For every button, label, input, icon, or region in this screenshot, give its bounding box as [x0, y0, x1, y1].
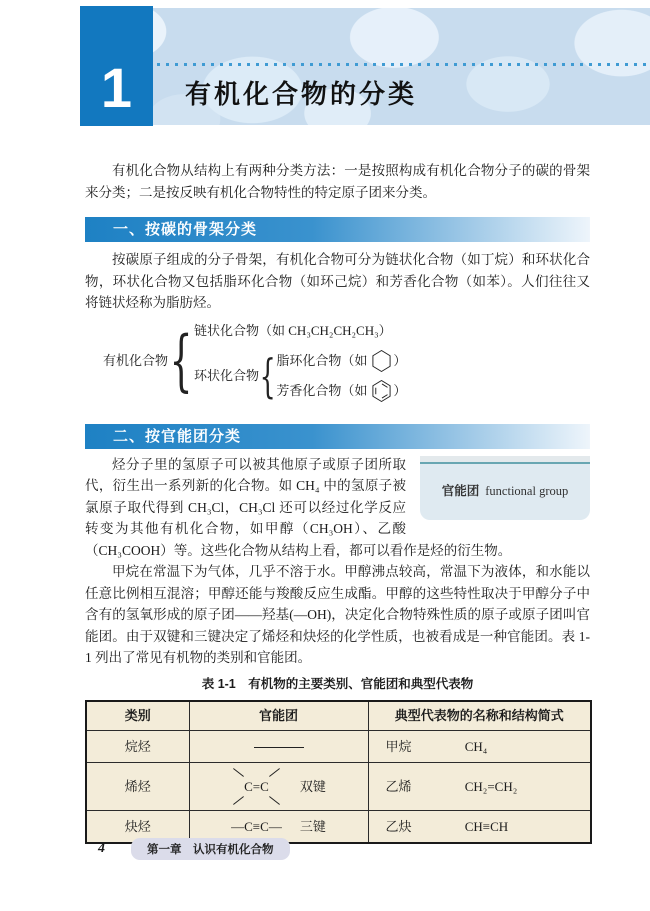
compound-name: 甲烷 — [385, 738, 412, 754]
table-row — [86, 763, 591, 811]
compound-formula: CH₂=CH₂ — [464, 778, 518, 794]
floral-background-image — [82, 8, 650, 125]
benzene-ring-icon — [371, 379, 392, 403]
header-representative: 典型代表物的名称和结构简式 — [368, 701, 591, 731]
page-footer — [98, 838, 290, 860]
compound-formula: CH≡CH — [464, 818, 509, 834]
compound-name: 乙炔 — [385, 818, 412, 834]
page-number: 4 — [98, 841, 105, 856]
callout-term-en: functional group — [485, 483, 569, 498]
chapter-title: 有机化合物的分类 — [185, 79, 418, 109]
section-heading-1: 一、按碳的骨架分类 — [85, 217, 590, 242]
cyclohexane-ring-icon — [371, 349, 392, 373]
row-category: 炔烃 — [86, 811, 189, 844]
callout-term-cn: 官能团 — [441, 483, 480, 498]
intro-paragraph: 有机化合物从结构上有两种分类方法：一是按照构成有机化合物分子的碳的骨架来分类；二是按反映有机化合物特性的特定原子团来分类。 — [85, 163, 590, 200]
compound-formula: CH₄ — [464, 738, 488, 754]
tree-outer-brace: { — [169, 321, 193, 399]
bond-line — [233, 768, 244, 777]
chapter-number-box — [80, 6, 153, 126]
section2-paragraph-1: 烃分子里的氢原子可以被其他原子或原子团所取代，衍生出一系列新的化合物。如 CH₄ 中的氢原子被氯原子取代得到 CH₃Cl，CH₃Cl 还可以经过化学反应转变为其他有机化合物，如甲醇（CH₃OH）、乙酸（CH₃COOH）等。这些化合物从结构上看，都可以看作是烃的衍生物。 — [85, 456, 512, 558]
page-content — [85, 160, 590, 844]
bond-line — [269, 768, 280, 777]
row-category: 烷烃 — [86, 731, 189, 763]
functional-group-callout — [420, 456, 590, 520]
section-heading-2: 二、按官能团分类 — [85, 424, 590, 449]
chapter-number: 1 — [100, 56, 133, 119]
tree-root-label: 有机化合物 — [103, 352, 169, 368]
functional-group-table — [85, 700, 592, 844]
chapter-pill: 第一章 认识有机化合物 — [131, 838, 290, 860]
triple-bond-diagram: —C≡C— — [231, 818, 282, 834]
table-caption: 表 1-1 有机物的主要类别、官能团和典型代表物 — [201, 676, 474, 691]
tree-chain-item: 链状化合物（如 CH₃CH₂CH₂CH₃） — [194, 322, 392, 338]
table-header-row — [86, 701, 591, 731]
double-bond-diagram: C=C — [231, 767, 282, 807]
section2-paragraph-2: 甲烷在常温下为气体，几乎不溶于水。甲醇沸点较高，常温下为液体，和水能以任意比例相互混溶；甲醇还能与羧酸反应生成酯。甲醇的这些特性取决于甲醇分子中含有的氢氧形成的原子团——羟基(—OH)，决定化合物特殊性质的原子或原子团叫官能团。由于双键和三键决定了烯烃和炔烃的化学性质，也被看成是一种官能团。表 1-1 列出了常见有机物的类别和官能团。 — [85, 564, 590, 665]
section1-paragraph: 按碳原子组成的分子骨架，有机化合物可分为链状化合物（如丁烷）和环状化合物，环状化合物又包括脂环化合物（如环己烷）和芳香化合物（如苯）。人们往往又将链状烃称为脂肪烃。 — [85, 252, 590, 310]
tree-alicyclic-item: 脂环化合物（如 ） — [276, 346, 406, 376]
compound-name: 乙烯 — [385, 778, 412, 794]
bond-line — [269, 796, 280, 805]
dotted-divider — [157, 63, 650, 66]
bond-line — [233, 796, 244, 805]
bond-type-label: 双键 — [299, 778, 326, 794]
header-category: 类别 — [86, 701, 189, 731]
tree-aromatic-item: 芳香化合物（如 ） — [276, 376, 406, 406]
header-functional-group: 官能团 — [189, 701, 368, 731]
no-functional-group-dash — [254, 747, 304, 748]
tree-inner-brace: { — [259, 348, 276, 403]
tree-ring-label: 环状化合物 — [194, 367, 260, 383]
table-row — [86, 731, 591, 763]
classification-tree-diagram — [103, 318, 590, 404]
row-category: 烯烃 — [86, 763, 189, 811]
bond-type-label: 三键 — [299, 818, 326, 834]
